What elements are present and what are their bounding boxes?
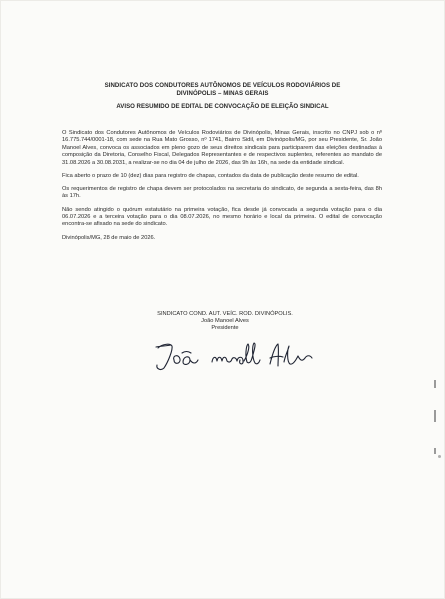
header-line-2: DIVINÓPOLIS – MINAS GERAIS (176, 90, 269, 98)
paragraph-registration: Os requerimentos de registro de chapa devem ser protocolados na secretaria do sindicato, de segunda a sexta-feira, das 8h às 17h. (62, 186, 382, 200)
scan-edge-dot (438, 455, 441, 458)
handwritten-signature (152, 338, 322, 374)
date-line: Divinópolis/MG, 28 de maio de 2026. (62, 234, 156, 241)
header-line-1: SINDICATO DOS CONDUTORES AUTÔNOMOS DE VEÍCULOS RODOVIÁRIOS DE (104, 82, 341, 89)
document-subtitle: AVISO RESUMIDO DE EDITAL DE CONVOCAÇÃO DE ELEIÇÃO SINDICAL (116, 103, 329, 110)
paragraph-convocation: O Sindicato dos Condutores Autônomos de Veículos Rodoviários de Divinópolis, Minas Gerais, inscrito no CNPJ sob o nº 16.775.744/0001-18, com sede na Rua Mato Grosso, nº 1741, Bairro Sidil, em Divinópolis/MG, por seu Presidente, Sr. João Manoel Alves, convoca os associados em pleno gozo de seus direitos sindicais para participarem das eleições destinadas à composição da Diretoria, Conselho Fiscal, Delegados Representantes e de respectivos suplentes, referentes ao mandato de 31.08.2026 a 30.08.2031, a realizar-se no dia 04 de julho de 2026, das 9h às 16h, na sede da entidade sindical. (62, 130, 382, 166)
scan-edge-mark (434, 410, 436, 422)
signature-block (130, 311, 320, 333)
scan-edge-mark (434, 448, 436, 454)
paragraph-deadline: Fica aberto o prazo de 10 (dez) dias para registro de chapas, contados da data de publicação deste resumo de edital. (62, 172, 359, 179)
paragraph-quorum: Não sendo atingido o quórum estatutário na primeira votação, fica desde já convocada a segunda votação para o dia 06.07.2026 e a terceira votação para o dia 08.07.2026, no mesmo horário e local da primeira. O edital de convocação encontra-se afixado na sede do sindicato. (62, 206, 382, 228)
document-header (60, 82, 385, 99)
scan-edge-mark (434, 380, 436, 388)
document-body (62, 130, 382, 248)
signature-org: SINDICATO COND. AUT. VEÍC. ROD. DIVINÓPOLIS. (157, 311, 293, 317)
signature-role: Presidente (211, 325, 239, 332)
signature-name: João Manoel Alves (201, 318, 249, 325)
